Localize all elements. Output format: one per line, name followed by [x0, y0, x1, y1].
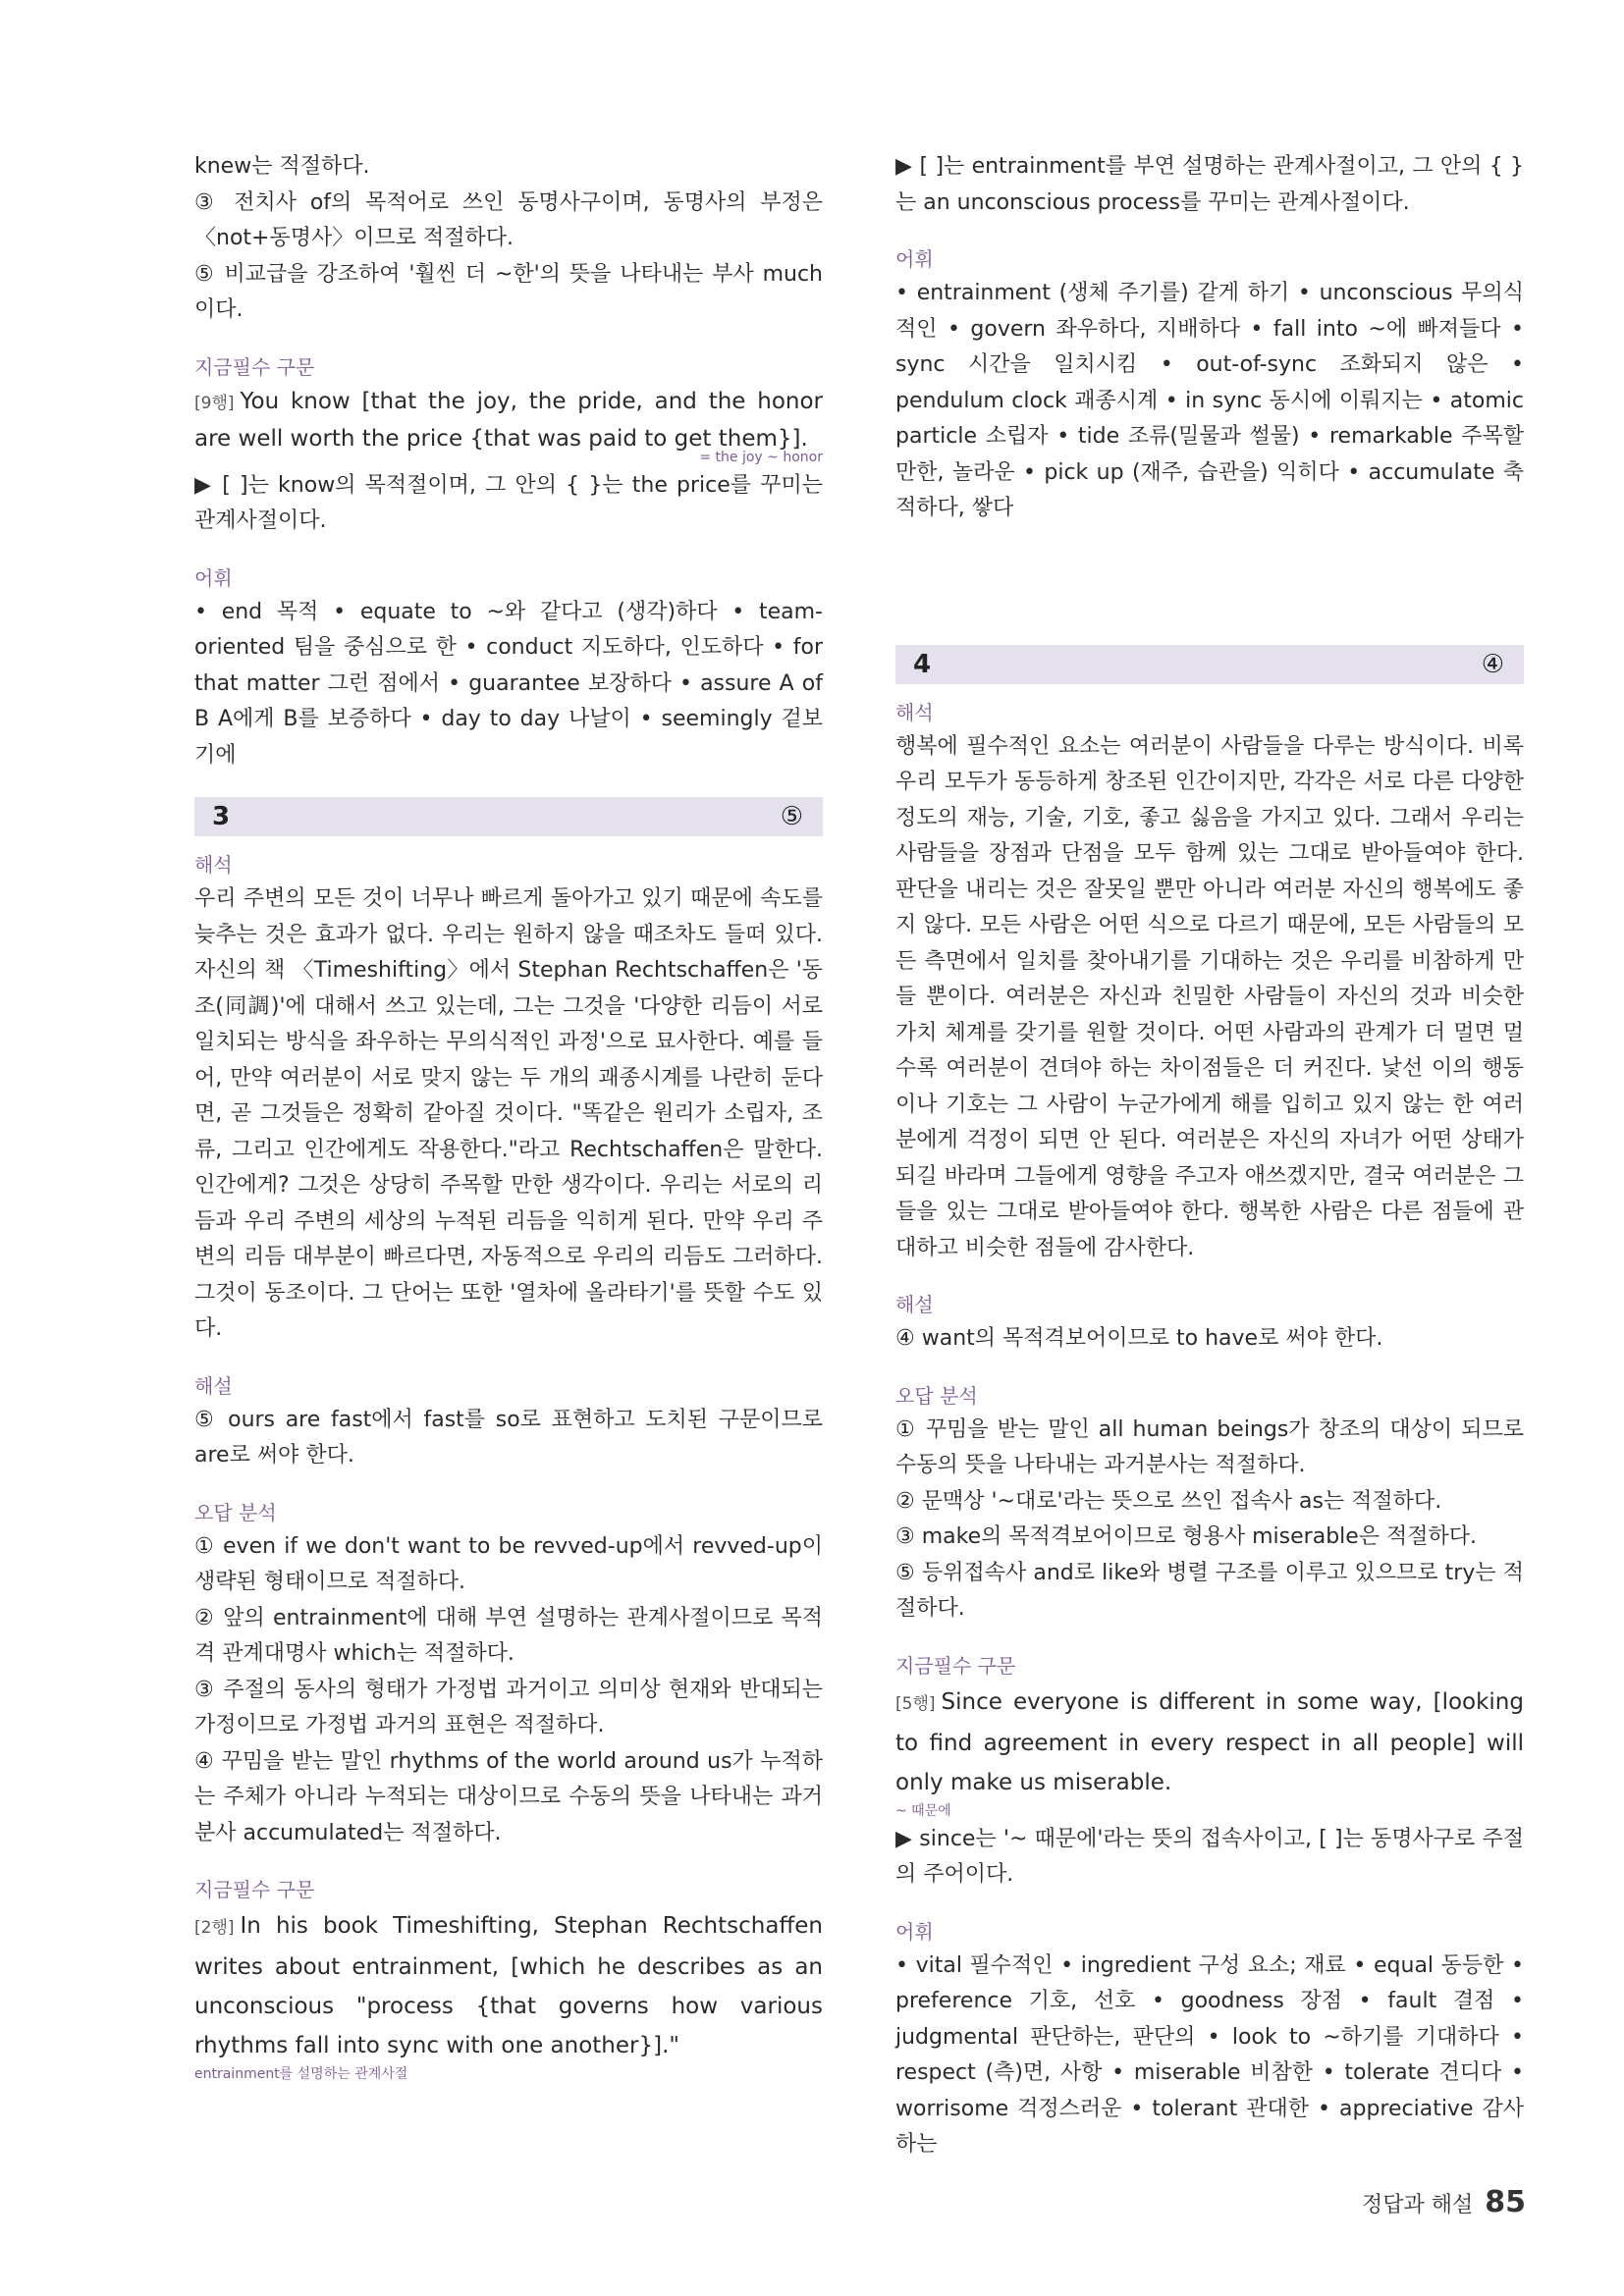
translation-heading: 해석 [895, 700, 934, 724]
wrong-analysis-heading: 오답 분석 [194, 1500, 277, 1524]
intro-line-1: knew는 적절하다. [194, 154, 370, 179]
syntax-sentence [895, 1682, 1524, 1802]
syntax-explanation: ▶ [ ]는 know의 목적절이며, 그 안의 { }는 the price를 꾸미는 관계사절이다. [194, 472, 823, 533]
translation-text: 행복에 필수적인 요소는 여러분이 사람들을 다루는 방식이다. 비록 우리 모두가 동등하게 창조된 인간이지만, 각각은 서로 다른 다양한 정도의 재능, 기술, 기호, 좋고 싫음을 가지고 있다. 그래서 우리는 사람들을 장점과 단점을 모두 함께 있는 그대로 받아들여야 한다. 판단을 내리는 것은 잘못일 뿐만 아니라 여러분 자신의 행복에도 좋지 않다. 모든 사람은 어떤 식으로 다르기 때문에, 모든 사람들의 모든 측면에서 일치를 찾아내기를 기대하는 것은 우리를 비참하게 만들 뿐이다. 여러분은 자신과 친밀한 사람들이 자신의 것과 비슷한 가치 체계를 갖기를 원할 것이다. 어떤 사람과의 관계가 더 멀면 멀수록 여러분이 견뎌야 하는 차이점들은 더 커진다. 낯선 이의 행동이나 기호는 그 사람이 누군가에게 해를 입히고 있지 않는 한 여러분에게 걱정이 되면 안 된다. 여러분은 자신의 자녀가 어떤 상태가 되길 바라며 그들에게 영향을 주고자 애쓰겠지만, 결국 여러분은 그들을 있는 그대로 받아들여야 한다. 행복한 사람은 다른 점들에 관대하고 비슷한 점들에 감사한다. [895, 733, 1524, 1260]
wrong-item-4: ⑤ 등위접속사 and로 like와 병렬 구조를 이루고 있으므로 try는 적절하다. [895, 1560, 1524, 1621]
left-column [194, 149, 823, 2085]
translation-text: 우리 주변의 모든 것이 너무나 빠르게 돌아가고 있기 때문에 속도를 늦추는 것은 효과가 없다. 우리는 원하지 않을 때조차도 들떠 있다. 자신의 책 〈Timeshifting〉에서 Stephan Rechtschaffen은 '동조(同調)'에 대해서 쓰고 있는데, 그는 그것을 '다양한 리듬이 서로 일치되는 방식을 좌우하는 무의식적인 과정'으로 묘사한다. 예를 들어, 만약 여러분이 서로 맞지 않는 두 개의 괘종시계를 나란히 둔다면, 곧 그것들은 정확히 같아질 것이다. "똑같은 원리가 소립자, 조류, 그리고 인간에게도 작용한다."라고 Rechtschaffen은 말한다. 인간에게? 그것은 상당히 주목할 만한 생각이다. 우리는 서로의 리듬과 우리 주변의 세상의 누적된 리듬을 익히게 된다. 만약 우리 주변의 리듬 대부분이 빠르다면, 자동적으로 우리의 리듬도 그러하다. 그것이 동조이다. 그 단어는 또한 '열차에 올라타기'를 뜻할 수도 있다. [194, 886, 823, 1341]
syntax-gloss: ~ 때문에 [895, 1802, 951, 1819]
intro-line-2: ③ 전치사 of의 목적어로 쓰인 동명사구이며, 동명사의 부정은 〈not+동명사〉이므로 적절하다. [194, 189, 823, 250]
explanation-heading: 해설 [895, 1293, 934, 1316]
explanation-heading: 해설 [194, 1373, 233, 1398]
question-header-3 [194, 797, 823, 836]
vocab-list: • vital 필수적인 • ingredient 구성 요소; 재료 • equal 동등한 • preference 기호, 선호 • goodness 장점 • fault 결점 • judgmental 판단하는, 판단의 • look to ~하기를 기대하다 • respect (측)면, 사항 • miserable 비참한 • tolerate 견디다 • worrisome 걱정스러운 • tolerant 관대한 • appreciative 감사하는 [895, 1952, 1524, 2157]
wrong-item-2: ② 문맥상 '~대로'라는 뜻으로 쓰인 접속사 as는 적절하다. [895, 1488, 1442, 1514]
line-tag: [2행] [194, 1918, 235, 1938]
syntax-heading: 지금필수 구문 [895, 1653, 1016, 1678]
page-number: 85 [1485, 2185, 1526, 2219]
syntax-heading: 지금필수 구문 [194, 1878, 315, 1901]
explanation-text: ④ want의 목적격보어이므로 to have로 써야 한다. [895, 1326, 1383, 1351]
wrong-analysis-heading: 오답 분석 [895, 1383, 978, 1408]
answer-mark: ④ [1481, 649, 1504, 679]
vocab-heading: 어휘 [895, 1919, 934, 1944]
syntax-text: Since everyone is different in some way, [looking to find agreement in every respect in all people] will only make us miserable. [895, 1688, 1524, 1795]
answer-mark: ⑤ [780, 802, 803, 831]
syntax-gloss: = the joy ~ honor [699, 449, 823, 465]
question-number: 4 [913, 649, 932, 679]
vocab-heading: 어휘 [895, 247, 934, 271]
vocab-heading: 어휘 [194, 565, 233, 590]
right-column [895, 149, 1524, 2163]
syntax-explanation: ▶ since는 '~ 때문에'라는 뜻의 접속사이고, [ ]는 동명사구로 주절의 주어이다. [895, 1826, 1524, 1887]
vocab-list: • end 목적 • equate to ~와 같다고 (생각)하다 • team-oriented 팀을 중심으로 한 • conduct 지도하다, 인도하다 • for that matter 그런 점에서 • guarantee 보장하다 • assure A of B A에게 B를 보증하다 • day to day 나날이 • seemingly 겉보기에 [194, 599, 823, 768]
explanation-text: ⑤ ours are fast에서 fast를 so로 표현하고 도치된 구문이므로 are로 써야 한다. [194, 1407, 823, 1468]
intro-line-3: ⑤ 비교급을 강조하여 '훨씬 더 ~한'의 뜻을 나타내는 부사 much이다. [194, 261, 823, 322]
syntax-sentence [194, 384, 823, 456]
syntax-sentence [194, 1906, 823, 2065]
footer-label: 정답과 해설 [1361, 2193, 1474, 2217]
syntax-text: In his book Timeshifting, Stephan Rechtschaffen writes about entrainment, [which he describes as an unconscious "process {that governs how various rhythms fall into sync with one another}]." [194, 1913, 823, 2058]
syntax-text: You know [that the joy, the pride, and the honor are well worth the price {that was paid to get them}]. [194, 388, 823, 452]
wrong-item-3: ③ make의 목적격보어이므로 형용사 miserable은 적절하다. [895, 1524, 1478, 1549]
syntax-explanation: ▶ [ ]는 entrainment를 부연 설명하는 관계사절이고, 그 안의 { }는 an unconscious process를 꾸미는 관계사절이다. [895, 154, 1524, 215]
syntax-heading: 지금필수 구문 [194, 354, 315, 379]
wrong-item-2: ② 앞의 entrainment에 대해 부연 설명하는 관계사절이므로 목적격 관계대명사 which는 적절하다. [194, 1605, 823, 1666]
line-tag: [5행] [895, 1693, 936, 1714]
page-footer [1362, 2185, 1526, 2219]
translation-heading: 해석 [194, 853, 233, 877]
question-number: 3 [212, 802, 231, 831]
question-header-4 [895, 645, 1524, 684]
wrong-item-1: ① even if we don't want to be revved-up에서 revved-up이 생략된 형태이므로 적절하다. [194, 1533, 823, 1594]
syntax-gloss: entrainment를 설명하는 관계사절 [194, 2066, 408, 2082]
wrong-item-3: ③ 주절의 동사의 형태가 가정법 과거이고 의미상 현재와 반대되는 가정이므로 가정법 과거의 표현은 적절하다. [194, 1677, 823, 1737]
wrong-item-1: ① 꾸밈을 받는 말인 all human beings가 창조의 대상이 되므로 수동의 뜻을 나타내는 과거분사는 적절하다. [895, 1416, 1524, 1477]
line-tag: [9행] [194, 393, 235, 413]
wrong-item-4: ④ 꾸밈을 받는 말인 rhythms of the world around us가 누적하는 주체가 아니라 누적되는 대상이므로 수동의 뜻을 나타내는 과거분사 accumulated는 적절하다. [194, 1748, 823, 1845]
vocab-list: • entrainment (생체 주기를) 같게 하기 • unconscious 무의식적인 • govern 좌우하다, 지배하다 • fall into ~에 빠져들다 • sync 시간을 일치시킴 • out-of-sync 조화되지 않은 • pendulum clock 괘종시계 • in sync 동시에 이뤄지는 • atomic particle 소립자 • tide 조류(밀물과 썰물) • remarkable 주목할 만한, 놀라운 • pick up (재주, 습관을) 익히다 • accumulate 축적하다, 쌓다 [895, 281, 1524, 520]
